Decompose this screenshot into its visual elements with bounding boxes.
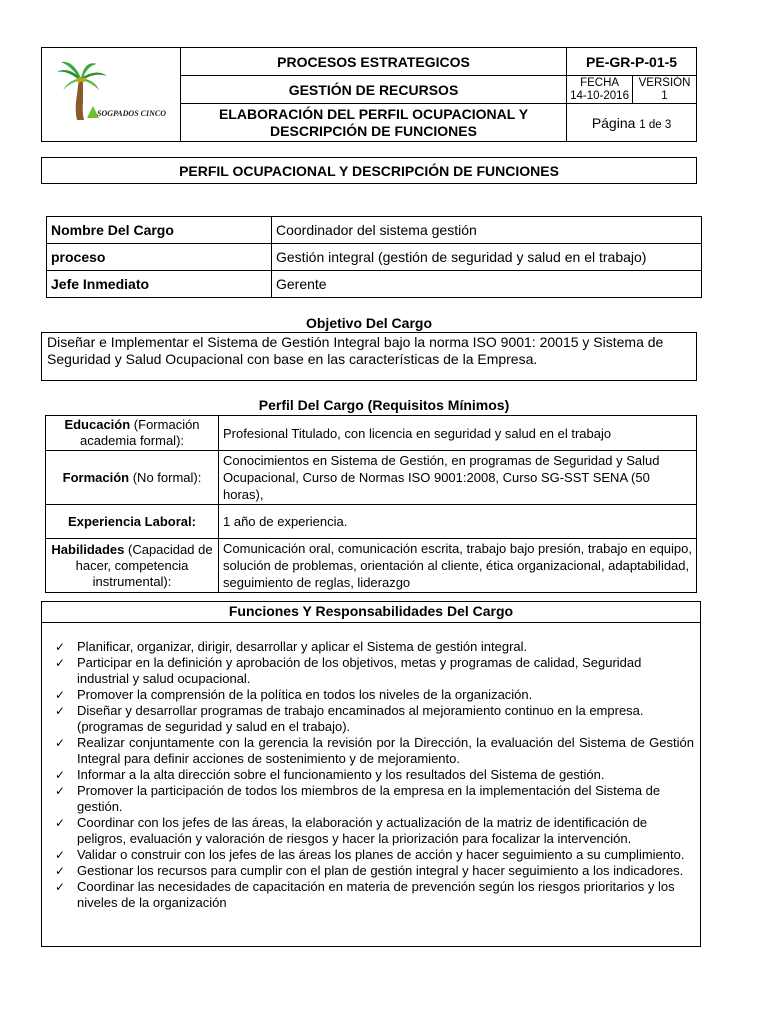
funciones-box — [41, 601, 701, 947]
info-key: proceso — [47, 244, 272, 271]
list-item — [55, 815, 694, 847]
checkmark-icon: ✓ — [55, 880, 66, 894]
table-row — [46, 416, 697, 451]
header-area: GESTIÓN DE RECURSOS — [180, 76, 566, 104]
job-info-table — [46, 216, 702, 298]
list-item — [55, 735, 694, 767]
perfil-value: Comunicación oral, comunicación escrita, trabajo bajo presión, trabajo en equipo, solución de problemas, orientación al cliente, ética organizacional, adaptabilidad, seguimiento de reglas, liderazgo — [219, 539, 697, 593]
checkmark-icon: ✓ — [55, 736, 66, 750]
checkmark-icon: ✓ — [55, 864, 66, 878]
table-row — [47, 244, 702, 271]
checkmark-icon: ✓ — [55, 688, 66, 702]
perfil-value: 1 año de experiencia. — [219, 505, 697, 539]
header-code: PE-GR-P-01-5 — [567, 48, 697, 76]
header-doc-line1: ELABORACIÓN DEL PERFIL OCUPACIONAL Y — [218, 105, 529, 122]
header-process: PROCESOS ESTRATEGICOS — [180, 48, 566, 76]
list-item-text: Coordinar las necesidades de capacitación en materia de prevención según los riesgos prioritarios y los niveles de la organización — [77, 879, 675, 910]
list-item — [55, 703, 694, 735]
version-value: 1 — [661, 89, 668, 102]
list-item-text: Validar o construir con los jefes de las áreas los planes de acción y hacer seguimiento a su cumplimiento. — [77, 847, 685, 862]
perfil-key-rest: (No formal): — [129, 469, 202, 485]
perfil-key — [46, 416, 219, 451]
perfil-key — [46, 505, 219, 539]
list-item — [55, 863, 694, 879]
list-item — [55, 879, 694, 911]
list-item-text: Promover la participación de todos los miembros de la empresa en la implementación del Sistema de gestión. — [77, 783, 661, 814]
list-item-text: Gestionar los recursos para cumplir con el plan de gestión integral y hacer seguimiento a los indicadores. — [77, 863, 684, 878]
logo-cell — [42, 48, 181, 142]
list-item — [55, 655, 694, 687]
document-header — [41, 47, 697, 142]
list-item-text: Participar en la definición y aprobación de los objetivos, metas y programas de calidad, Seguridad industrial y salud ocupacional. — [77, 655, 642, 686]
list-item-text: Planificar, organizar, dirigir, desarrollar y aplicar el Sistema de gestión integral. — [77, 639, 528, 654]
palm-tree-logo — [53, 58, 169, 126]
table-row — [46, 451, 697, 505]
funciones-list — [42, 639, 700, 911]
page-label: Página — [591, 114, 636, 131]
perfil-key-rest: (Capacidad de hacer, competencia instrumental): — [75, 541, 213, 589]
perfil-value: Conocimientos en Sistema de Gestión, en programas de Seguridad y Salud Ocupacional, Curso de Normas ISO 9001:2008, Curso SG-SST SENA (50 horas), — [219, 451, 697, 505]
list-item-text: Coordinar con los jefes de las áreas, la elaboración y actualización de la matriz de identificación de peligros, evaluación y valoración de riesgos y hacer la priorización para focalizar la intervención. — [77, 815, 648, 846]
perfil-key-bold: Educación — [64, 417, 131, 432]
funciones-title: Funciones Y Responsabilidades Del Cargo — [42, 602, 700, 623]
list-item — [55, 639, 694, 655]
info-value: Gerente — [272, 271, 702, 298]
list-item-text: Informar a la alta dirección sobre el funcionamiento y los resultados del Sistema de gestión. — [77, 767, 605, 782]
perfil-value: Profesional Titulado, con licencia en seguridad y salud en el trabajo — [219, 416, 697, 451]
table-row — [46, 505, 697, 539]
info-value: Coordinador del sistema gestión — [272, 217, 702, 244]
header-document-name — [180, 104, 566, 142]
list-item-text: Diseñar y desarrollar programas de trabajo encaminados al mejoramiento continuo en la empresa. (programas de seguridad y salud en el trabajo). — [77, 703, 644, 734]
page-number-cell — [567, 104, 697, 142]
checkmark-icon: ✓ — [55, 784, 66, 798]
perfil-key-bold: Experiencia Laboral: — [68, 513, 196, 529]
version-cell — [633, 76, 697, 104]
fecha-value: 14-10-2016 — [570, 89, 629, 102]
checkmark-icon: ✓ — [55, 656, 66, 670]
perfil-key — [46, 539, 219, 593]
checkmark-icon: ✓ — [55, 768, 66, 782]
perfil-title: Perfil Del Cargo (Requisitos Mínimos) — [258, 397, 510, 413]
logo-text: SOGPADOS CINCO — [96, 109, 166, 118]
info-key: Jefe Inmediato — [47, 271, 272, 298]
checkmark-icon: ✓ — [55, 704, 66, 718]
checkmark-icon: ✓ — [55, 848, 66, 862]
perfil-key-bold: Formación — [62, 469, 130, 485]
list-item-text: Promover la comprensión de la política en todos los niveles de la organización. — [77, 687, 533, 702]
fecha-label: FECHA — [580, 76, 620, 89]
perfil-key-rest: (Formación academia formal): — [79, 417, 200, 448]
version-label: VERSIÓN — [638, 76, 691, 89]
checkmark-icon: ✓ — [55, 816, 66, 830]
list-item — [55, 687, 694, 703]
fecha-cell — [567, 76, 633, 104]
info-key: Nombre Del Cargo — [47, 217, 272, 244]
table-row — [47, 271, 702, 298]
document-title: PERFIL OCUPACIONAL Y DESCRIPCIÓN DE FUNCIONES — [41, 157, 697, 184]
objetivo-title: Objetivo Del Cargo — [305, 315, 433, 331]
table-row — [46, 539, 697, 593]
perfil-table — [45, 415, 697, 593]
table-row — [47, 217, 702, 244]
header-doc-line2: DESCRIPCIÓN DE FUNCIONES — [270, 122, 477, 139]
perfil-key — [46, 451, 219, 505]
list-item-text: Realizar conjuntamente con la gerencia la revisión por la Dirección, la evaluación del Sistema de Gestión Integral para definir acciones de sostenimiento y de mejoramiento. — [77, 735, 694, 766]
checkmark-icon: ✓ — [55, 640, 66, 654]
list-item — [55, 783, 694, 815]
list-item — [55, 847, 694, 863]
perfil-key-bold: Habilidades — [51, 541, 125, 557]
info-value: Gestión integral (gestión de seguridad y salud en el trabajo) — [272, 244, 702, 271]
list-item — [55, 767, 694, 783]
objetivo-text: Diseñar e Implementar el Sistema de Gestión Integral bajo la norma ISO 9001: 20015 y Sistema de Seguridad y Salud Ocupacional con base en las características de la Empresa. — [41, 332, 697, 381]
page-number: 1 de 3 — [639, 118, 672, 131]
